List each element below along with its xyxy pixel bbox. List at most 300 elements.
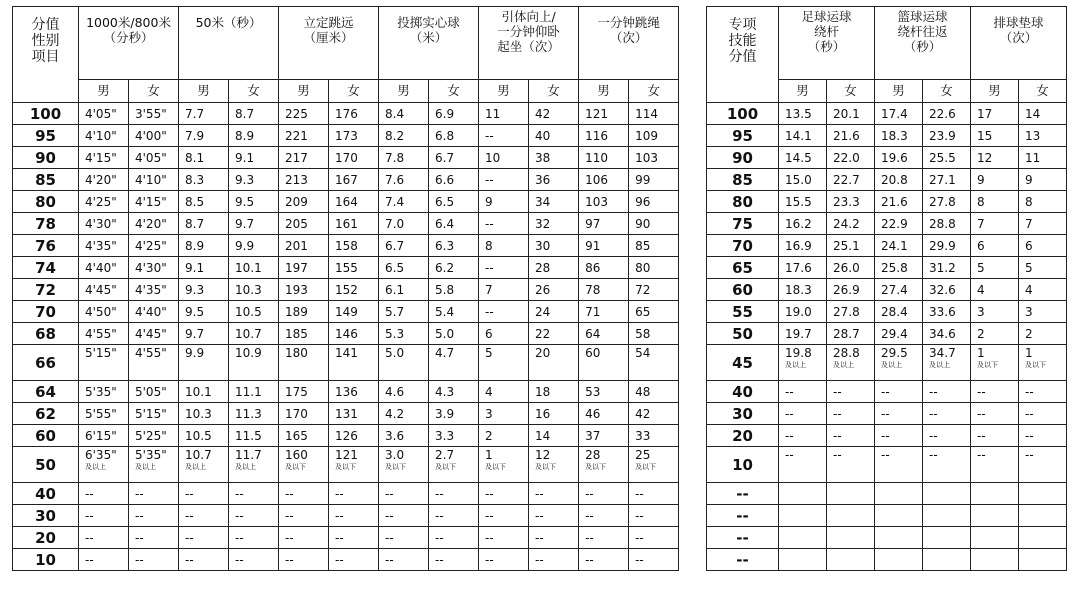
score-cell: 85 <box>13 169 79 191</box>
value-cell: 4.2 <box>379 403 429 425</box>
value-cell: 10.1 <box>229 257 279 279</box>
value-text: 60 <box>585 346 601 360</box>
value-cell: -- <box>229 549 279 571</box>
value-cell: -- <box>827 425 875 447</box>
value-cell: 4'20" <box>129 213 179 235</box>
header-row-sex <box>13 80 679 103</box>
corner-header-line: 技能 <box>728 33 757 49</box>
value-cell: -- <box>1019 425 1067 447</box>
sex-header-cell: 女 <box>129 80 179 103</box>
value-cell: 164 <box>329 191 379 213</box>
score-cell: 40 <box>707 381 779 403</box>
value-cell: 170 <box>279 403 329 425</box>
value-text: -- <box>977 448 986 462</box>
value-cell: 24.2 <box>827 213 875 235</box>
item-header-line: 1000米/800米 <box>86 15 171 30</box>
value-cell: 25.5 <box>923 147 971 169</box>
sex-header-cell: 女 <box>229 80 279 103</box>
value-text: 12 <box>535 448 551 462</box>
value-cell <box>827 527 875 549</box>
threshold-note: 及以下 <box>435 463 457 471</box>
value-cell <box>479 447 529 483</box>
value-cell: -- <box>379 527 429 549</box>
value-text: -- <box>785 448 794 462</box>
value-cell: -- <box>229 527 279 549</box>
value-cell: 4 <box>1019 279 1067 301</box>
value-cell: 4'15" <box>79 147 129 169</box>
value-cell: -- <box>579 527 629 549</box>
value-cell: -- <box>875 403 923 425</box>
value-cell: 5 <box>971 257 1019 279</box>
value-cell <box>971 483 1019 505</box>
value-cell: -- <box>971 425 1019 447</box>
item-header-line: 50米（秒） <box>195 15 262 30</box>
value-cell <box>779 483 827 505</box>
item-header-line: 一分钟跳绳 <box>597 15 660 30</box>
value-cell: 6.5 <box>379 257 429 279</box>
item-header-cell <box>79 7 179 80</box>
item-header-cell <box>875 7 971 80</box>
value-text: 5'35" <box>135 448 167 462</box>
value-cell: 9.7 <box>179 323 229 345</box>
value-cell <box>923 527 971 549</box>
value-cell: 109 <box>629 125 679 147</box>
value-cell: 32 <box>529 213 579 235</box>
score-cell: 30 <box>707 403 779 425</box>
value-cell: 3 <box>971 301 1019 323</box>
value-cell: -- <box>479 213 529 235</box>
sex-header-cell: 男 <box>971 80 1019 103</box>
score-cell: 95 <box>13 125 79 147</box>
sex-header-cell: 女 <box>827 80 875 103</box>
value-cell: 4'45" <box>129 323 179 345</box>
value-cell <box>779 549 827 571</box>
value-text: 10.7 <box>185 448 212 462</box>
value-cell: 7.9 <box>179 125 229 147</box>
table-row <box>707 381 1067 403</box>
value-cell: 53 <box>579 381 629 403</box>
corner-header-cell <box>707 7 779 103</box>
table-row <box>707 345 1067 381</box>
score-cell: 10 <box>13 549 79 571</box>
value-cell: -- <box>779 381 827 403</box>
item-header-line: 篮球运球 <box>897 9 948 24</box>
value-cell: -- <box>971 403 1019 425</box>
value-cell <box>379 345 429 381</box>
value-cell <box>179 447 229 483</box>
value-cell: 106 <box>579 169 629 191</box>
value-text: 5'15" <box>85 346 117 360</box>
value-cell: -- <box>827 381 875 403</box>
value-cell: 4'55" <box>79 323 129 345</box>
value-text: 121 <box>335 448 358 462</box>
value-cell <box>971 345 1019 381</box>
value-cell: 9.3 <box>229 169 279 191</box>
value-cell: 15 <box>971 125 1019 147</box>
value-cell: 27.8 <box>827 301 875 323</box>
score-cell: 68 <box>13 323 79 345</box>
score-table-special-skills <box>706 6 1067 571</box>
score-cell: 80 <box>13 191 79 213</box>
value-cell: 85 <box>629 235 679 257</box>
value-cell: -- <box>479 257 529 279</box>
value-text: 10.9 <box>235 346 262 360</box>
value-cell: 8.3 <box>179 169 229 191</box>
value-cell: -- <box>379 505 429 527</box>
value-cell: 22 <box>529 323 579 345</box>
sex-header-cell: 男 <box>279 80 329 103</box>
value-cell: 8.7 <box>179 213 229 235</box>
value-cell: 27.4 <box>875 279 923 301</box>
score-cell: 30 <box>13 505 79 527</box>
value-cell <box>1019 505 1067 527</box>
value-cell: 114 <box>629 103 679 125</box>
value-text: 6'35" <box>85 448 117 462</box>
score-cell: 60 <box>707 279 779 301</box>
item-header-line: （米） <box>409 30 448 45</box>
value-cell: 209 <box>279 191 329 213</box>
score-cell: 78 <box>13 213 79 235</box>
value-cell: 28 <box>529 257 579 279</box>
value-cell: -- <box>923 403 971 425</box>
value-cell <box>429 447 479 483</box>
value-cell: -- <box>429 527 479 549</box>
value-cell: 4'00" <box>129 125 179 147</box>
value-cell: 4'10" <box>129 169 179 191</box>
value-text: 1 <box>485 448 493 462</box>
value-cell: 16.2 <box>779 213 827 235</box>
sex-header-cell: 男 <box>779 80 827 103</box>
value-cell: 8 <box>1019 191 1067 213</box>
threshold-note: 及以上 <box>185 463 207 471</box>
value-cell: 158 <box>329 235 379 257</box>
value-cell: -- <box>629 549 679 571</box>
value-text: -- <box>833 448 842 462</box>
score-cell: 76 <box>13 235 79 257</box>
table-row <box>707 125 1067 147</box>
value-cell: -- <box>971 381 1019 403</box>
corner-header-cell <box>13 7 79 103</box>
score-cell: 100 <box>707 103 779 125</box>
value-cell: -- <box>479 527 529 549</box>
value-cell: 6.5 <box>429 191 479 213</box>
value-cell <box>875 447 923 483</box>
value-cell <box>229 345 279 381</box>
score-cell: 85 <box>707 169 779 191</box>
table-row <box>707 447 1067 483</box>
value-text: 9.9 <box>185 346 205 360</box>
value-cell: 42 <box>629 403 679 425</box>
value-cell: 4'35" <box>79 235 129 257</box>
value-cell: 10.1 <box>179 381 229 403</box>
score-cell: 20 <box>13 527 79 549</box>
sex-header-cell: 男 <box>579 80 629 103</box>
value-cell: 121 <box>579 103 629 125</box>
value-cell: -- <box>329 549 379 571</box>
value-cell: 9 <box>971 169 1019 191</box>
score-cell: 90 <box>13 147 79 169</box>
value-text: 28 <box>585 448 601 462</box>
value-cell: 20.1 <box>827 103 875 125</box>
value-cell <box>923 447 971 483</box>
score-table-general <box>12 6 679 571</box>
item-header-cell <box>779 7 875 80</box>
value-text: -- <box>881 448 890 462</box>
value-cell: 42 <box>529 103 579 125</box>
value-cell <box>875 549 923 571</box>
item-header-cell <box>579 7 679 80</box>
table-row <box>707 147 1067 169</box>
score-cell: 40 <box>13 483 79 505</box>
value-text: 11.7 <box>235 448 262 462</box>
score-cell: 72 <box>13 279 79 301</box>
value-cell: -- <box>923 425 971 447</box>
score-cell: 62 <box>13 403 79 425</box>
value-cell <box>1019 483 1067 505</box>
value-cell: 5.8 <box>429 279 479 301</box>
value-cell: 5.7 <box>379 301 429 323</box>
value-cell: 9.9 <box>229 235 279 257</box>
value-cell <box>79 447 129 483</box>
table-row <box>13 345 679 381</box>
value-cell: 6 <box>479 323 529 345</box>
value-cell <box>1019 549 1067 571</box>
value-cell: 28.4 <box>875 301 923 323</box>
value-text: -- <box>1025 448 1034 462</box>
value-cell: -- <box>179 505 229 527</box>
value-cell: -- <box>529 505 579 527</box>
threshold-note: 及以上 <box>833 361 854 369</box>
threshold-note: 及以下 <box>335 463 357 471</box>
value-cell: -- <box>479 301 529 323</box>
value-cell: 21.6 <box>827 125 875 147</box>
value-text: 180 <box>285 346 308 360</box>
value-cell: 34.6 <box>923 323 971 345</box>
value-cell: 5.0 <box>429 323 479 345</box>
table-row <box>707 527 1067 549</box>
value-cell: 10.3 <box>229 279 279 301</box>
value-cell: 6'15" <box>79 425 129 447</box>
value-cell: -- <box>79 483 129 505</box>
value-cell: 7.7 <box>179 103 229 125</box>
value-cell: -- <box>279 527 329 549</box>
value-text: 28.8 <box>833 346 860 360</box>
score-cell: 20 <box>707 425 779 447</box>
value-cell: 8.5 <box>179 191 229 213</box>
threshold-note: 及以上 <box>785 361 806 369</box>
sex-header-cell: 女 <box>1019 80 1067 103</box>
threshold-note: 及以上 <box>881 361 903 369</box>
item-header-line: 投掷实心球 <box>397 15 460 30</box>
table-row <box>13 103 679 125</box>
value-cell <box>329 345 379 381</box>
value-cell: 8.9 <box>229 125 279 147</box>
value-cell: 9.1 <box>179 257 229 279</box>
value-cell: 19.7 <box>779 323 827 345</box>
value-cell: 8.4 <box>379 103 429 125</box>
value-cell: -- <box>479 505 529 527</box>
value-cell: 6.8 <box>429 125 479 147</box>
threshold-note: 及以上 <box>929 361 951 369</box>
value-cell: 8.9 <box>179 235 229 257</box>
value-cell: -- <box>579 549 629 571</box>
score-cell: 70 <box>13 301 79 323</box>
value-cell: -- <box>529 549 579 571</box>
value-cell <box>923 505 971 527</box>
value-cell: -- <box>429 483 479 505</box>
value-cell: 4'50" <box>79 301 129 323</box>
value-cell: 31.2 <box>923 257 971 279</box>
value-cell: 30 <box>529 235 579 257</box>
value-cell: 13.5 <box>779 103 827 125</box>
value-text: 25 <box>635 448 651 462</box>
value-cell: 4'25" <box>79 191 129 213</box>
value-cell <box>579 447 629 483</box>
value-cell: -- <box>279 505 329 527</box>
value-cell: 103 <box>579 191 629 213</box>
value-cell: 161 <box>329 213 379 235</box>
value-cell: 8.7 <box>229 103 279 125</box>
value-cell <box>827 505 875 527</box>
value-cell: 8 <box>479 235 529 257</box>
value-cell: -- <box>779 403 827 425</box>
value-cell: 6 <box>971 235 1019 257</box>
value-cell: 7.4 <box>379 191 429 213</box>
item-header-cell <box>479 7 579 80</box>
item-header-line: （次） <box>609 30 648 45</box>
value-cell: 4'25" <box>129 235 179 257</box>
value-cell: 6 <box>1019 235 1067 257</box>
value-cell: 14 <box>1019 103 1067 125</box>
item-header-line: （秒） <box>903 39 942 54</box>
score-cell: -- <box>707 505 779 527</box>
score-cell: -- <box>707 483 779 505</box>
value-cell: -- <box>279 483 329 505</box>
score-cell: 45 <box>707 345 779 381</box>
value-cell: 126 <box>329 425 379 447</box>
value-cell: 5 <box>1019 257 1067 279</box>
value-cell: 15.5 <box>779 191 827 213</box>
table-row <box>13 483 679 505</box>
value-cell: 18.3 <box>779 279 827 301</box>
value-cell: 28.7 <box>827 323 875 345</box>
value-cell: 22.7 <box>827 169 875 191</box>
item-header-line: 绕杆 <box>814 24 840 39</box>
item-header-cell <box>379 7 479 80</box>
table-row <box>13 235 679 257</box>
value-cell: 17.6 <box>779 257 827 279</box>
sex-header-cell: 男 <box>179 80 229 103</box>
value-cell: 24 <box>529 301 579 323</box>
value-cell: -- <box>429 549 479 571</box>
value-cell <box>779 505 827 527</box>
value-cell: 6.7 <box>379 235 429 257</box>
value-cell: -- <box>529 483 579 505</box>
value-text: 54 <box>635 346 651 360</box>
value-cell: 24.1 <box>875 235 923 257</box>
score-cell: 55 <box>707 301 779 323</box>
value-cell: 26.9 <box>827 279 875 301</box>
value-cell: 86 <box>579 257 629 279</box>
value-text: 1 <box>977 346 985 360</box>
value-cell <box>579 345 629 381</box>
threshold-note: 及以下 <box>585 463 607 471</box>
threshold-note: 及以上 <box>85 463 106 471</box>
value-text: 34.7 <box>929 346 956 360</box>
value-cell: 23.3 <box>827 191 875 213</box>
value-cell: 116 <box>579 125 629 147</box>
value-cell: -- <box>479 125 529 147</box>
value-text: 4.7 <box>435 346 455 360</box>
value-cell: 6.2 <box>429 257 479 279</box>
value-cell <box>827 447 875 483</box>
value-text: -- <box>929 448 938 462</box>
value-cell: 25.8 <box>875 257 923 279</box>
value-cell <box>179 345 229 381</box>
value-cell: 217 <box>279 147 329 169</box>
value-cell <box>529 345 579 381</box>
value-cell <box>129 447 179 483</box>
score-cell: 70 <box>707 235 779 257</box>
value-cell: 3.9 <box>429 403 479 425</box>
value-cell: -- <box>79 549 129 571</box>
value-cell: 18.3 <box>875 125 923 147</box>
value-cell: 48 <box>629 381 679 403</box>
value-cell: 11.3 <box>229 403 279 425</box>
item-header-cell <box>971 7 1067 80</box>
value-cell: 78 <box>579 279 629 301</box>
value-cell: 7 <box>479 279 529 301</box>
item-header-line: （厘米） <box>303 30 354 45</box>
table-row <box>707 169 1067 191</box>
header-row-items <box>707 7 1067 80</box>
value-cell: -- <box>629 527 679 549</box>
item-header-line: 立定跳远 <box>303 15 354 30</box>
value-cell: 5.3 <box>379 323 429 345</box>
value-cell: 16.9 <box>779 235 827 257</box>
value-cell: -- <box>129 549 179 571</box>
value-cell: 7.8 <box>379 147 429 169</box>
value-cell <box>479 345 529 381</box>
value-cell <box>875 527 923 549</box>
value-cell <box>779 447 827 483</box>
threshold-note: 及以下 <box>977 361 999 369</box>
value-cell: 90 <box>629 213 679 235</box>
value-cell: 40 <box>529 125 579 147</box>
value-cell: 65 <box>629 301 679 323</box>
header-row-items <box>13 7 679 80</box>
value-cell: 96 <box>629 191 679 213</box>
value-cell: 8.2 <box>379 125 429 147</box>
value-cell: -- <box>329 505 379 527</box>
score-cell: 100 <box>13 103 79 125</box>
value-cell: 25.1 <box>827 235 875 257</box>
value-cell: 4'30" <box>129 257 179 279</box>
value-cell: 5'15" <box>129 403 179 425</box>
value-cell: 110 <box>579 147 629 169</box>
score-cell: 50 <box>13 447 79 483</box>
value-cell: -- <box>479 169 529 191</box>
table-row <box>13 147 679 169</box>
value-cell: 20.8 <box>875 169 923 191</box>
value-cell: -- <box>129 483 179 505</box>
value-cell: 4'05" <box>79 103 129 125</box>
score-cell: 66 <box>13 345 79 381</box>
value-cell: 6.4 <box>429 213 479 235</box>
sex-header-cell: 女 <box>629 80 679 103</box>
value-cell: 8.1 <box>179 147 229 169</box>
value-cell <box>827 345 875 381</box>
